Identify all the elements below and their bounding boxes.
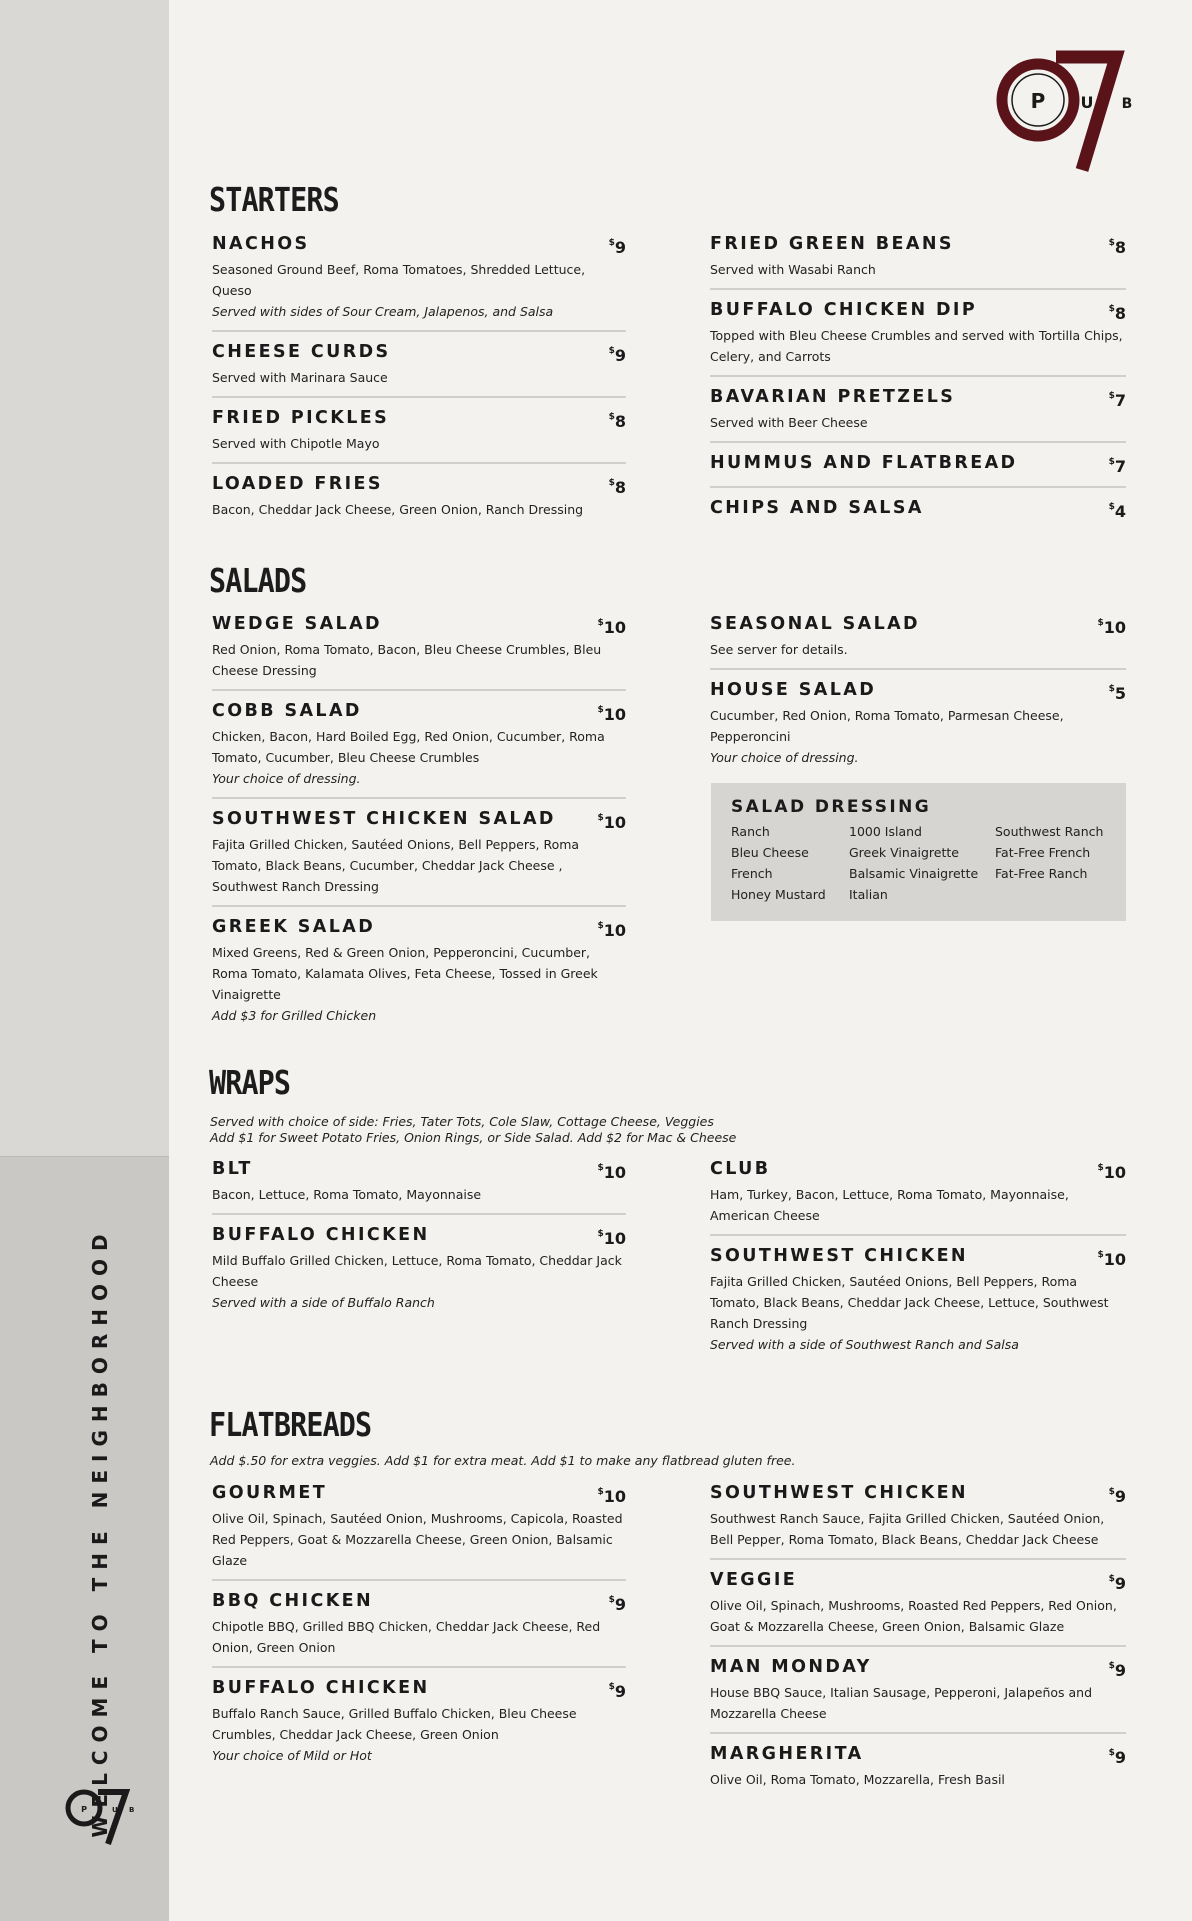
menu-item-header (212, 406, 626, 433)
menu-item-header (710, 451, 1126, 478)
menu-item-price (609, 406, 626, 433)
menu-item-price (1109, 1481, 1126, 1508)
dollar-sign: $ (608, 1682, 615, 1692)
starters-left-column (212, 232, 626, 536)
tagline: WELCOME TO THE NEIGHBORHOOD (88, 1226, 112, 1838)
dollar-sign: $ (597, 813, 604, 823)
dressing-option: Fat-Free Ranch (995, 866, 1088, 881)
dollar-sign: $ (597, 921, 604, 931)
menu-item-header (212, 1223, 626, 1250)
dollar-sign: $ (1097, 1250, 1104, 1260)
menu-item-price (597, 612, 626, 639)
menu-item-header (710, 1655, 1126, 1682)
menu-item-description: Olive Oil, Spinach, Sautéed Onion, Mushrooms, Capicola, Roasted Red Peppers, Goat & Mozzarella Cheese, Green Onion, Balsamic Glaze (212, 1511, 623, 1568)
dressing-option: Italian (849, 887, 888, 902)
sidebar-top-panel (0, 0, 169, 1156)
dressing-option: Balsamic Vinaigrette (849, 866, 979, 881)
menu-item-price-amount: 9 (614, 346, 626, 365)
menu-item-price-amount: 7 (1114, 457, 1126, 476)
side-logo (60, 1782, 140, 1852)
menu-item-description: Served with Beer Cheese (710, 415, 868, 430)
menu-item-price (597, 807, 626, 834)
svg-text:P: P (1030, 89, 1046, 113)
menu-item-name: BUFFALO CHICKEN (212, 1678, 430, 1698)
dollar-sign: $ (597, 1229, 604, 1239)
menu-item-header (212, 232, 626, 259)
menu-item-name: GOURMET (212, 1483, 328, 1503)
flatbreads-note: Add $.50 for extra veggies. Add $1 for extra meat. Add $1 to make any flatbread gluten free. (210, 1453, 796, 1468)
menu-item-note: Add $3 for Grilled Chicken (212, 1008, 377, 1023)
menu-item-price-amount: 10 (603, 1487, 626, 1506)
menu-item-name: BLT (212, 1159, 253, 1179)
menu-item (212, 232, 626, 332)
svg-text:B: B (129, 1806, 135, 1814)
menu-item-header (212, 1481, 626, 1508)
starters-title: STARTERS (209, 180, 339, 219)
menu-item-name: GREEK SALAD (212, 917, 376, 937)
menu-item (710, 1481, 1126, 1560)
dollar-sign: $ (1108, 457, 1115, 467)
menu-item-header (710, 496, 1126, 523)
menu-item-header (212, 1676, 626, 1703)
dollar-sign: $ (1108, 684, 1115, 694)
menu-item (710, 1655, 1126, 1734)
menu-item (212, 1589, 626, 1668)
menu-item-header (710, 1481, 1126, 1508)
menu-item (212, 612, 626, 691)
wraps-right-column (710, 1157, 1126, 1371)
menu-item-name: LOADED FRIES (212, 474, 383, 494)
menu-item-price (1109, 1655, 1126, 1682)
menu-item-header (212, 472, 626, 499)
menu-item-price (609, 340, 626, 367)
salad-dressing-list (731, 821, 1106, 905)
menu-item (710, 385, 1126, 443)
menu-item-description: Buffalo Ranch Sauce, Grilled Buffalo Chicken, Bleu Cheese Crumbles, Cheddar Jack Cheese, Green Onion (212, 1706, 577, 1742)
menu-item-price (1109, 678, 1126, 705)
menu-item-price-amount: 10 (603, 705, 626, 724)
menu-item-description: Mild Buffalo Grilled Chicken, Lettuce, Roma Tomato, Cheddar Jack Cheese (212, 1253, 622, 1289)
menu-item-note: Served with a side of Southwest Ranch and Salsa (710, 1337, 1019, 1352)
menu-item-price-amount: 5 (1114, 684, 1126, 703)
dressing-option: Greek Vinaigrette (849, 845, 959, 860)
menu-item-price-amount: 10 (603, 1229, 626, 1248)
menu-item-header (710, 385, 1126, 412)
menu-item-name: BAVARIAN PRETZELS (710, 387, 956, 407)
menu-item-description: Bacon, Lettuce, Roma Tomato, Mayonnaise (212, 1187, 482, 1202)
menu-item-price (609, 472, 626, 499)
menu-item-price (597, 915, 626, 942)
dollar-sign: $ (608, 412, 615, 422)
menu-item (212, 406, 626, 464)
menu-item-price-amount: 9 (1114, 1487, 1126, 1506)
menu-item-description: Olive Oil, Spinach, Mushrooms, Roasted Red Peppers, Red Onion, Goat & Mozzarella Cheese, Green Onion, Balsamic Glaze (710, 1598, 1117, 1634)
menu-item-price-amount: 8 (1114, 238, 1126, 257)
menu-item-name: MARGHERITA (710, 1744, 864, 1764)
menu-item-header (710, 1568, 1126, 1595)
menu-item-price (1097, 1157, 1126, 1184)
dollar-sign: $ (1108, 304, 1115, 314)
menu-item-description: Mixed Greens, Red & Green Onion, Pepperoncini, Cucumber, Roma Tomato, Kalamata Olives, Feta Cheese, Tossed in Greek Vinaigrette (212, 945, 598, 1002)
svg-text:B: B (1121, 96, 1133, 112)
menu-item-name: FRIED PICKLES (212, 408, 390, 428)
main-logo (996, 48, 1136, 172)
dressing-option: French (731, 866, 773, 881)
dollar-sign: $ (1108, 1574, 1115, 1584)
menu-item-header (710, 1244, 1126, 1271)
wraps-title: WRAPS (209, 1063, 291, 1102)
menu-item-name: BUFFALO CHICKEN DIP (710, 300, 978, 320)
menu-item-description: Topped with Bleu Cheese Crumbles and served with Tortilla Chips, Celery, and Carrots (710, 328, 1123, 364)
dressing-option: Southwest Ranch (995, 824, 1104, 839)
dressing-option: Honey Mustard (731, 887, 826, 902)
dollar-sign: $ (1108, 1661, 1115, 1671)
menu-item-name: MAN MONDAY (710, 1657, 872, 1677)
menu-item (710, 451, 1126, 488)
menu-item-price-amount: 10 (603, 813, 626, 832)
menu-item-description: Chicken, Bacon, Hard Boiled Egg, Red Onion, Cucumber, Roma Tomato, Cucumber, Bleu Cheese Crumbles (212, 729, 605, 765)
menu-item-price-amount: 10 (1103, 1250, 1126, 1269)
menu-item-header (710, 678, 1126, 705)
menu-item (710, 1157, 1126, 1236)
menu-item-description: Bacon, Cheddar Jack Cheese, Green Onion, Ranch Dressing (212, 502, 584, 517)
menu-item-price-amount: 8 (614, 478, 626, 497)
menu-item-price (609, 232, 626, 259)
menu-item (710, 678, 1126, 776)
menu-item-header (710, 1742, 1126, 1769)
menu-item (212, 472, 626, 528)
menu-item-note: Your choice of dressing. (212, 771, 361, 786)
menu-item-description: Cucumber, Red Onion, Roma Tomato, Parmesan Cheese, Pepperoncini (710, 708, 1064, 744)
menu-item (212, 915, 626, 1034)
menu-item (212, 1481, 626, 1581)
menu-item-price (1109, 1568, 1126, 1595)
dressing-option: Bleu Cheese (731, 845, 809, 860)
menu-item-price-amount: 4 (1114, 502, 1126, 521)
menu-item-price (597, 1223, 626, 1250)
menu-item-note: Served with a side of Buffalo Ranch (212, 1295, 435, 1310)
dollar-sign: $ (597, 618, 604, 628)
menu-item-note: Your choice of Mild or Hot (212, 1748, 372, 1763)
menu-item-price-amount: 9 (614, 238, 626, 257)
menu-item-price-amount: 9 (614, 1682, 626, 1701)
dressing-option: 1000 Island (849, 824, 922, 839)
menu-item-price (1109, 451, 1126, 478)
salads-right-column (710, 612, 1126, 784)
menu-item-price (1109, 385, 1126, 412)
menu-item-description: Served with Chipotle Mayo (212, 436, 380, 451)
menu-item-price-amount: 10 (1103, 618, 1126, 637)
menu-item-name: BUFFALO CHICKEN (212, 1225, 430, 1245)
menu-item-description: Southwest Ranch Sauce, Fajita Grilled Chicken, Sautéed Onion, Bell Pepper, Roma Tomato, Black Beans, Cheddar Jack Cheese (710, 1511, 1105, 1547)
menu-item-name: SEASONAL SALAD (710, 614, 920, 634)
dollar-sign: $ (597, 1487, 604, 1497)
menu-item (212, 807, 626, 907)
wraps-left-column (212, 1157, 626, 1329)
dollar-sign: $ (1108, 502, 1115, 512)
menu-item-name: BBQ CHICKEN (212, 1591, 374, 1611)
menu-item-name: NACHOS (212, 234, 310, 254)
menu-item-description: House BBQ Sauce, Italian Sausage, Pepperoni, Jalapeños and Mozzarella Cheese (710, 1685, 1093, 1721)
menu-item (212, 699, 626, 799)
menu-item-description: See server for details. (710, 642, 848, 657)
menu-item-name: CLUB (710, 1159, 771, 1179)
menu-item-price-amount: 10 (1103, 1163, 1126, 1182)
dollar-sign: $ (1097, 1163, 1104, 1173)
menu-item-price-amount: 10 (603, 618, 626, 637)
menu-item-name: COBB SALAD (212, 701, 362, 721)
wraps-upcharge-note: Add $1 for Sweet Potato Fries, Onion Rings, or Side Salad. Add $2 for Mac & Cheese (210, 1130, 737, 1145)
svg-text:U: U (1080, 93, 1094, 112)
menu-item-price-amount: 7 (1114, 391, 1126, 410)
menu-item-header (212, 915, 626, 942)
menu-item-header (212, 612, 626, 639)
dollar-sign: $ (1097, 618, 1104, 628)
dollar-sign: $ (1108, 1748, 1115, 1758)
salad-dressing-title: SALAD DRESSING (731, 797, 932, 817)
menu-item-header (710, 298, 1126, 325)
menu-item-price (597, 699, 626, 726)
svg-text:P: P (81, 1805, 87, 1814)
menu-item (710, 1244, 1126, 1363)
menu-item-price (597, 1481, 626, 1508)
menu-item-name: CHIPS AND SALSA (710, 498, 924, 518)
menu-item (710, 298, 1126, 377)
wraps-sides-note: Served with choice of side: Fries, Tater Tots, Cole Slaw, Cottage Cheese, Veggies (210, 1114, 714, 1129)
flatbreads-left-column (212, 1481, 626, 1782)
menu-item-description: Red Onion, Roma Tomato, Bacon, Bleu Cheese Crumbles, Bleu Cheese Dressing (212, 642, 602, 678)
menu-item (212, 1223, 626, 1321)
dollar-sign: $ (1108, 238, 1115, 248)
menu-item-price-amount: 10 (603, 921, 626, 940)
menu-item-header (212, 1589, 626, 1616)
menu-item-name: HUMMUS AND FLATBREAD (710, 453, 1018, 473)
menu-item-price-amount: 10 (603, 1163, 626, 1182)
dollar-sign: $ (608, 1595, 615, 1605)
menu-item-price (1097, 612, 1126, 639)
menu-item (710, 612, 1126, 670)
dollar-sign: $ (608, 238, 615, 248)
menu-item-description: Chipotle BBQ, Grilled BBQ Chicken, Cheddar Jack Cheese, Red Onion, Green Onion (212, 1619, 601, 1655)
menu-item-price-amount: 9 (614, 1595, 626, 1614)
menu-item (212, 1676, 626, 1774)
menu-item-price (1109, 496, 1126, 523)
menu-item-header (710, 1157, 1126, 1184)
menu-item-header (710, 232, 1126, 259)
menu-item-price (1109, 232, 1126, 259)
menu-item-price-amount: 9 (1114, 1748, 1126, 1767)
menu-item-header (212, 807, 626, 834)
menu-item-name: SOUTHWEST CHICKEN (710, 1246, 968, 1266)
menu-item (212, 1157, 626, 1215)
flatbreads-right-column (710, 1481, 1126, 1806)
menu-item-description: Served with Wasabi Ranch (710, 262, 876, 277)
menu-item-price-amount: 8 (614, 412, 626, 431)
menu-item-price (1109, 1742, 1126, 1769)
menu-item-name: SOUTHWEST CHICKEN (710, 1483, 968, 1503)
menu-item-description: Fajita Grilled Chicken, Sautéed Onions, Bell Peppers, Roma Tomato, Black Beans, Cheddar Jack Cheese, Lettuce, Southwest Ranch Dressing (710, 1274, 1109, 1331)
menu-item-price-amount: 9 (1114, 1574, 1126, 1593)
menu-item-price (1097, 1244, 1126, 1271)
menu-item-header (212, 699, 626, 726)
menu-item (710, 1742, 1126, 1798)
menu-item-price (1109, 298, 1126, 325)
menu-item (212, 340, 626, 398)
svg-text:U: U (112, 1806, 118, 1814)
menu-item-header (212, 1157, 626, 1184)
salad-dressing-box (711, 783, 1126, 921)
menu-item-name: VEGGIE (710, 1570, 798, 1590)
menu-item-description: Fajita Grilled Chicken, Sautéed Onions, Bell Peppers, Roma Tomato, Black Beans, Cucumber, Cheddar Jack Cheese , Southwest Ranch Dressing (212, 837, 580, 894)
starters-right-column (710, 232, 1126, 539)
menu-item-description: Seasoned Ground Beef, Roma Tomatoes, Shredded Lettuce, Queso (212, 262, 586, 298)
menu-item-description: Olive Oil, Roma Tomato, Mozzarella, Fresh Basil (710, 1772, 1005, 1787)
menu-item-header (710, 612, 1126, 639)
dollar-sign: $ (597, 1163, 604, 1173)
menu-item-price-amount: 9 (1114, 1661, 1126, 1680)
menu-item-description: Served with Marinara Sauce (212, 370, 388, 385)
dressing-option: Ranch (731, 824, 770, 839)
menu-item-price (609, 1589, 626, 1616)
salads-left-column (212, 612, 626, 1042)
menu-item-note: Your choice of dressing. (710, 750, 859, 765)
flatbreads-title: FLATBREADS (209, 1405, 372, 1444)
menu-item (710, 232, 1126, 290)
menu-item (710, 496, 1126, 531)
menu-item-price (597, 1157, 626, 1184)
menu-item-name: FRIED GREEN BEANS (710, 234, 954, 254)
dollar-sign: $ (1108, 1487, 1115, 1497)
menu-item-note: Served with sides of Sour Cream, Jalapenos, and Salsa (212, 304, 554, 319)
menu-item-description: Ham, Turkey, Bacon, Lettuce, Roma Tomato, Mayonnaise, American Cheese (710, 1187, 1069, 1223)
menu-item-header (212, 340, 626, 367)
menu-item-name: SOUTHWEST CHICKEN SALAD (212, 809, 556, 829)
dressing-option: Fat-Free French (995, 845, 1091, 860)
menu-item-price-amount: 8 (1114, 304, 1126, 323)
dollar-sign: $ (608, 478, 615, 488)
dollar-sign: $ (597, 705, 604, 715)
dollar-sign: $ (608, 346, 615, 356)
menu-item-name: CHEESE CURDS (212, 342, 391, 362)
menu-item-name: HOUSE SALAD (710, 680, 877, 700)
menu-item (710, 1568, 1126, 1647)
dollar-sign: $ (1108, 391, 1115, 401)
dressing-option (995, 884, 1115, 905)
menu-item-price (609, 1676, 626, 1703)
salads-title: SALADS (209, 561, 307, 600)
menu-item-name: WEDGE SALAD (212, 614, 382, 634)
